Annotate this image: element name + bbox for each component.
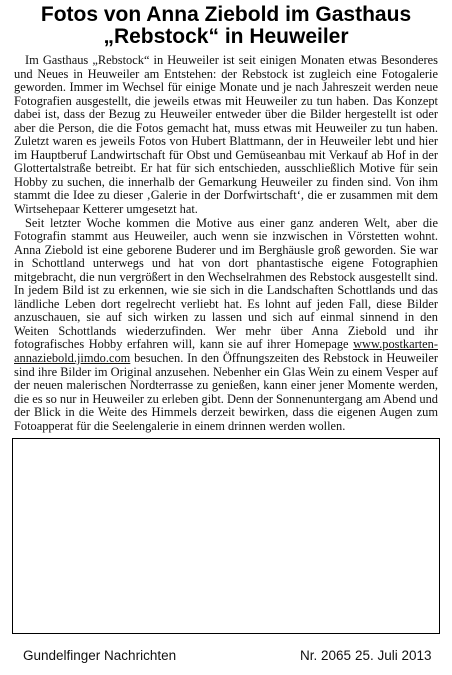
article-body xyxy=(14,54,438,632)
paragraph-2 xyxy=(14,217,438,434)
publication-date: 25. Juli 2013 xyxy=(355,648,432,663)
clipping-footer xyxy=(23,646,441,666)
newspaper-clipping xyxy=(14,4,438,634)
headline xyxy=(14,4,438,48)
paragraph-1: Im Gasthaus „Rebstock“ in Heuweiler ist seit einigen Monaten etwas Besonderes und Neues in Heuweiler am Entstehen: der Rebstock ist zugleich eine Fotogalerie geworden. Immer im Wechsel für einige Monate und je nach Jahreszeit werden neue Fotografien ausgestellt, die jeweils etwas mit Heuweiler zu tun haben. Das Konzept dabei ist, dass der Bezug zu Heuweiler entweder über die Bilder hergestellt ist oder aber die Person, die die Fotos gemacht hat, muss etwas mit Heuweiler zu tun haben. Zuletzt waren es jeweils Fotos von Hubert Blattmann, der in Heuweiler lebt und hier im Hauptberuf Landwirtschaft für Obst und Gemüseanbau mit Verkauf ab Hof in der Glottertalstraße betreibt. Er hat für sich entschieden, ausschließlich Motive für sein Hobby zu suchen, die innerhalb der Gemarkung Heuweiler zu finden sind. Von ihm stammt die Idee zu dieser ‚Galerie in der Dorfwirtschaft‘, die er zusammen mit dem Wirtsehepaar Ketterer umgesetzt hat. xyxy=(14,54,438,217)
headline-line-1: Fotos von Anna Ziebold im Gasthaus xyxy=(40,3,412,26)
paragraph-2-ending: besuchen. In den Öffnungszeiten des Rebstock in Heuweiler sind ihre Bilder im Original anzusehen. Nebenher ein Glas Wein zu einem Vesper auf der neuen malerischen Nordterrasse zu genießen, kann einer jener Momente werden, die es so nur in Heuweiler zu erleben gibt. Denn der Sonnenuntergang am Abend und der Blick in die Weite des Himmels derzeit bewirken, dass die eigenen Augen zum Fotoapperat für die Seelengalerie in einem drinnen werden wollen. xyxy=(14,351,438,433)
newspaper-source: Gundelfinger Nachrichten xyxy=(23,648,177,663)
headline-line-2: „Rebstock“ in Heuweiler xyxy=(103,25,349,48)
paragraph-2-text: Seit letzter Woche kommen die Motive aus einer ganz anderen Welt, aber die Fotografin stammt aus Heuweiler, auch wenn sie inzwischen in Vörstetten wohnt. Anna Ziebold ist eine geborene Buderer und im Berghäusle groß geworden. Sie war in Schottland unterwegs und hat von dort phantastische eigene Fotographien mitgebracht, die nun vergrößert in den Wechselrahmen des Rebstock ausgestellt sind. In jedem Bild ist zu erkennen, wie sie sich in die Landschaften Schottlands und das ländliche Leben dort regelrecht verliebt hat. Es lohnt auf jeden Fall, diese Bilder anzuschauen, sie auf sich wirken zu lassen und sich auf einmal sinnend in den Weiten Schottlands wiederzufinden. Wer mehr über Anna Ziebold und ihr fotografisches Hobby erfahren will, kann sie auf ihrer Homepage xyxy=(14,215,438,352)
issue-number: Nr. 2065 xyxy=(300,648,352,663)
homepage-link[interactable]: www.postkarten-annaziebold.jimdo.com xyxy=(14,337,438,366)
